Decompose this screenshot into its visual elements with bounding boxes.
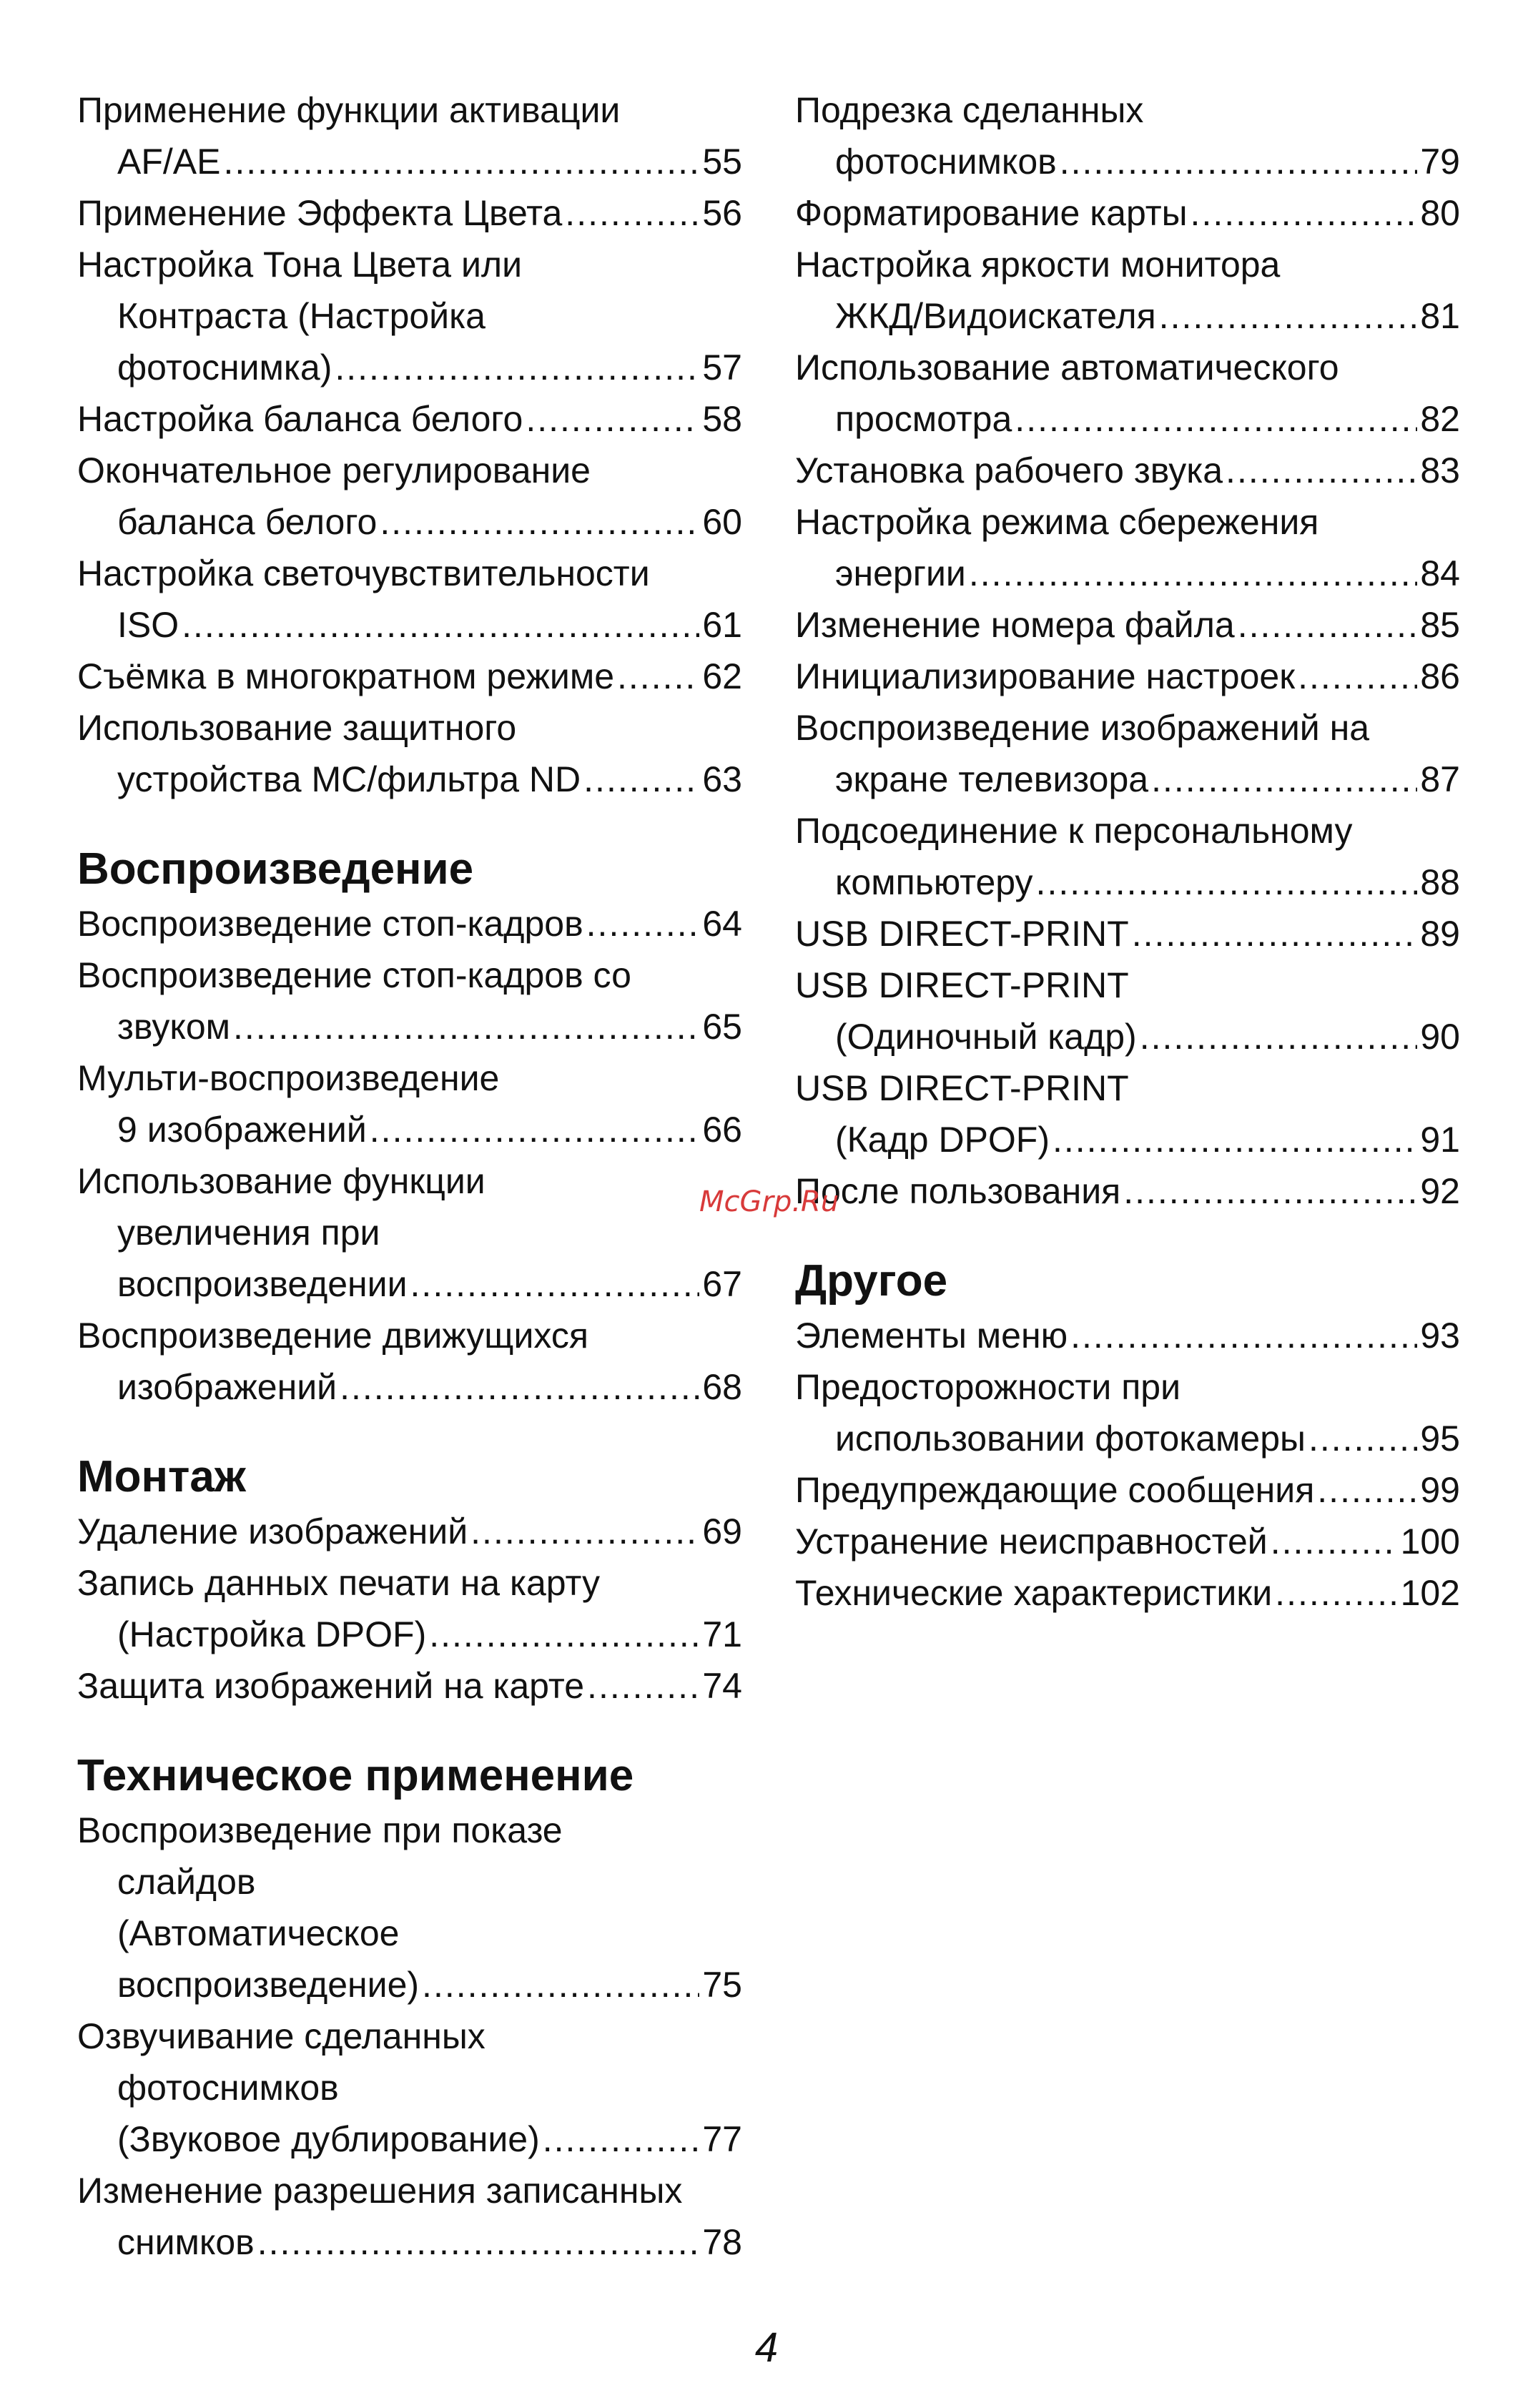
toc-entry-line bbox=[77, 754, 742, 805]
section-heading: Другое bbox=[795, 1256, 948, 1306]
toc-entry-line bbox=[795, 445, 1460, 496]
toc-entry-line bbox=[795, 1516, 1460, 1567]
dot-leader bbox=[410, 1258, 700, 1310]
toc-entry-text: Использование автоматического bbox=[795, 347, 1339, 388]
toc-page-number: 63 bbox=[702, 759, 742, 799]
toc-entry-line bbox=[77, 702, 742, 754]
dot-leader bbox=[257, 2216, 700, 2268]
toc-entry-line bbox=[77, 496, 742, 548]
toc-entry-line bbox=[795, 1464, 1460, 1516]
toc-right-column bbox=[795, 84, 1460, 1619]
toc-entry-line bbox=[77, 2010, 742, 2062]
toc-entry-text: AF/AE bbox=[117, 142, 221, 182]
toc-page-number: 69 bbox=[702, 1511, 742, 1551]
toc-entry-text: использовании фотокамеры bbox=[835, 1418, 1306, 1459]
toc-page-number: 88 bbox=[1420, 862, 1460, 902]
toc-entry-text: USB DIRECT-PRINT bbox=[795, 1068, 1129, 1108]
toc-entry-line bbox=[77, 2165, 742, 2216]
toc-entry-text: После пользования bbox=[795, 1171, 1121, 1211]
dot-leader bbox=[1015, 393, 1417, 445]
toc-entry bbox=[77, 1052, 742, 1155]
toc-entry-text: Настройка режима сбережения bbox=[795, 502, 1319, 542]
toc-page-number: 64 bbox=[702, 904, 742, 944]
toc-entry-line bbox=[795, 754, 1460, 805]
toc-entry bbox=[77, 2010, 742, 2165]
toc-page-number: 80 bbox=[1420, 193, 1460, 233]
toc-entry-text: Использование функции bbox=[77, 1161, 485, 1201]
toc-entry-text: ISO bbox=[117, 605, 179, 645]
toc-entry-text: экране телевизора bbox=[835, 759, 1149, 799]
dot-leader bbox=[422, 1959, 699, 2010]
toc-page-number: 79 bbox=[1420, 142, 1460, 182]
watermark: McGrp.Ru bbox=[699, 1185, 839, 1218]
dot-leader bbox=[1308, 1413, 1417, 1464]
toc-entry bbox=[77, 651, 742, 702]
toc-entry-text: Воспроизведение стоп-кадров со bbox=[77, 955, 631, 995]
toc-entry-line bbox=[77, 2062, 742, 2113]
toc-entry bbox=[795, 496, 1460, 599]
toc-entry-line bbox=[795, 342, 1460, 393]
toc-entry bbox=[77, 1155, 742, 1310]
toc-entry-text: снимков bbox=[117, 2222, 255, 2262]
toc-entry-line bbox=[77, 1258, 742, 1310]
toc-entry bbox=[77, 187, 742, 239]
toc-entry bbox=[795, 1464, 1460, 1516]
toc-page-number: 67 bbox=[702, 1264, 742, 1304]
toc-entry-text: Защита изображений на карте bbox=[77, 1666, 585, 1706]
toc-entry-line bbox=[77, 1856, 742, 1908]
toc-entry bbox=[77, 1310, 742, 1413]
dot-leader bbox=[1226, 445, 1417, 496]
toc-page-number: 60 bbox=[702, 502, 742, 542]
toc-entry bbox=[795, 805, 1460, 908]
toc-entry-line bbox=[77, 548, 742, 599]
toc-entry-line bbox=[77, 445, 742, 496]
toc-entry-line bbox=[77, 1557, 742, 1609]
toc-entry-line bbox=[795, 239, 1460, 290]
toc-entry bbox=[795, 187, 1460, 239]
section-heading: Техническое применение bbox=[77, 1751, 634, 1800]
toc-entry-text: Воспроизведение при показе bbox=[77, 1810, 563, 1850]
dot-leader bbox=[233, 1001, 699, 1052]
toc-entry bbox=[77, 84, 742, 187]
dot-leader bbox=[1151, 754, 1417, 805]
toc-entry-text: Контраста (Настройка bbox=[117, 296, 485, 336]
toc-entry bbox=[77, 548, 742, 651]
toc-entry-line bbox=[77, 1052, 742, 1104]
toc-entry-text: Съёмка в многократном режиме bbox=[77, 656, 615, 696]
dot-leader bbox=[380, 496, 699, 548]
toc-entry-line bbox=[77, 1805, 742, 1856]
toc-entry-text: Окончательное регулирование bbox=[77, 450, 591, 490]
toc-entry-line bbox=[795, 1310, 1460, 1361]
toc-entry-text: фотоснимка) bbox=[117, 347, 332, 388]
toc-entry-text: воспроизведении bbox=[117, 1264, 408, 1304]
toc-entry-text: Подсоединение к персональному bbox=[795, 811, 1353, 851]
toc-page-number: 102 bbox=[1400, 1573, 1460, 1613]
toc-page-number: 91 bbox=[1420, 1120, 1460, 1160]
toc-entry bbox=[795, 959, 1460, 1062]
toc-entry-line bbox=[77, 651, 742, 702]
toc-entry-line bbox=[77, 898, 742, 949]
toc-entry bbox=[77, 898, 742, 949]
toc-entry bbox=[795, 342, 1460, 445]
toc-entry-line bbox=[77, 1959, 742, 2010]
toc-entry-line bbox=[795, 548, 1460, 599]
toc-entry-line bbox=[77, 84, 742, 136]
toc-entry-line bbox=[77, 1609, 742, 1660]
dot-leader bbox=[370, 1104, 700, 1155]
page-number: 4 bbox=[754, 2324, 779, 2371]
toc-entry-line bbox=[77, 342, 742, 393]
toc-page-number: 74 bbox=[702, 1666, 742, 1706]
toc-entry bbox=[795, 445, 1460, 496]
toc-entry-line bbox=[77, 1506, 742, 1557]
dot-leader bbox=[586, 898, 700, 949]
toc-entry-text: баланса белого bbox=[117, 502, 378, 542]
toc-entry bbox=[795, 599, 1460, 651]
toc-entry-text: устройства MC/фильтра ND bbox=[117, 759, 581, 799]
toc-entry bbox=[77, 445, 742, 548]
toc-page-number: 61 bbox=[702, 605, 742, 645]
toc-entry-line bbox=[795, 959, 1460, 1011]
dot-leader bbox=[1159, 290, 1418, 342]
toc-entry-line bbox=[77, 1207, 742, 1258]
toc-entry-line bbox=[795, 393, 1460, 445]
toc-entry-line bbox=[795, 187, 1460, 239]
toc-entry bbox=[795, 1310, 1460, 1361]
toc-entry-text: Инициализирование настроек bbox=[795, 656, 1296, 696]
toc-left-column bbox=[77, 84, 742, 2268]
toc-entry-line bbox=[77, 239, 742, 290]
toc-entry-text: (Звуковое дублирование) bbox=[117, 2119, 540, 2159]
toc-entry-line bbox=[77, 599, 742, 651]
dot-leader bbox=[583, 754, 699, 805]
toc-entry bbox=[795, 239, 1460, 342]
toc-entry-text: Использование защитного bbox=[77, 708, 517, 748]
toc-entry-text: (Кадр DPOF) bbox=[835, 1120, 1050, 1160]
toc-entry-line bbox=[77, 393, 742, 445]
toc-entry bbox=[77, 393, 742, 445]
dot-leader bbox=[1317, 1464, 1417, 1516]
toc-entry-text: Озвучивание сделанных bbox=[77, 2016, 485, 2056]
toc-entry-text: Подрезка сделанных bbox=[795, 90, 1144, 130]
section-heading: Монтаж bbox=[77, 1452, 246, 1501]
toc-page-number: 65 bbox=[702, 1007, 742, 1047]
toc-entry-text: USB DIRECT-PRINT bbox=[795, 965, 1129, 1005]
toc-entry bbox=[77, 702, 742, 805]
toc-entry-line bbox=[795, 908, 1460, 959]
dot-leader bbox=[223, 136, 699, 187]
toc-entry-text: Воспроизведение изображений на bbox=[795, 708, 1370, 748]
toc-entry-line bbox=[795, 702, 1460, 754]
toc-entry-text: 9 изображений bbox=[117, 1110, 367, 1150]
toc-entry-line bbox=[795, 136, 1460, 187]
toc-page-number: 92 bbox=[1420, 1171, 1460, 1211]
toc-entry-text: увеличения при bbox=[117, 1213, 380, 1253]
toc-entry-line bbox=[77, 1361, 742, 1413]
toc-page-number: 56 bbox=[702, 193, 742, 233]
toc-entry bbox=[795, 1567, 1460, 1619]
toc-page-number: 83 bbox=[1420, 450, 1460, 490]
toc-entry-line bbox=[77, 1104, 742, 1155]
toc-entry-text: фотоснимков bbox=[117, 2068, 339, 2108]
dot-leader bbox=[1132, 908, 1418, 959]
toc-entry-text: Настройка баланса белого bbox=[77, 399, 523, 439]
toc-entry-line bbox=[795, 1062, 1460, 1114]
toc-entry-text: фотоснимков bbox=[835, 142, 1057, 182]
toc-page-number: 77 bbox=[702, 2119, 742, 2159]
toc-entry-text: энергии bbox=[835, 553, 966, 593]
toc-entry-line bbox=[77, 1908, 742, 1959]
toc-page-number: 68 bbox=[702, 1367, 742, 1407]
toc-entry-line bbox=[77, 1155, 742, 1207]
toc-entry-text: Форматирование карты bbox=[795, 193, 1188, 233]
toc-entry-text: (Автоматическое bbox=[117, 1913, 400, 1953]
toc-entry-line bbox=[795, 1567, 1460, 1619]
toc-entry-line bbox=[795, 805, 1460, 857]
dot-leader bbox=[1271, 1516, 1398, 1567]
toc-entry-text: компьютеру bbox=[835, 862, 1033, 902]
toc-entry-text: Настройка яркости монитора bbox=[795, 245, 1281, 285]
toc-page-number: 84 bbox=[1420, 553, 1460, 593]
toc-entry-line bbox=[795, 651, 1460, 702]
toc-entry-text: воспроизведение) bbox=[117, 1965, 420, 2005]
dot-leader bbox=[1191, 187, 1418, 239]
toc-entry bbox=[795, 1165, 1460, 1217]
toc-entry-text: Изменение номера файла bbox=[795, 605, 1235, 645]
toc-entry bbox=[795, 651, 1460, 702]
dot-leader bbox=[969, 548, 1418, 599]
toc-entry-text: Мульти-воспроизведение bbox=[77, 1058, 500, 1098]
dot-leader bbox=[617, 651, 699, 702]
toc-entry-text: USB DIRECT-PRINT bbox=[795, 914, 1129, 954]
toc-entry-text: слайдов bbox=[117, 1862, 256, 1902]
toc-entry-text: Технические характеристики bbox=[795, 1573, 1273, 1613]
dot-leader bbox=[182, 599, 699, 651]
dot-leader bbox=[1238, 599, 1418, 651]
toc-entry-line bbox=[77, 1001, 742, 1052]
toc-entry-line bbox=[795, 1011, 1460, 1062]
toc-entry bbox=[77, 2165, 742, 2268]
toc-entry-line bbox=[77, 136, 742, 187]
section-heading: Воспроизведение bbox=[77, 844, 474, 894]
toc-entry-text: Изменение разрешения записанных bbox=[77, 2171, 683, 2211]
dot-leader bbox=[470, 1506, 699, 1557]
dot-leader bbox=[526, 393, 699, 445]
toc-page-number: 87 bbox=[1420, 759, 1460, 799]
toc-entry bbox=[795, 702, 1460, 805]
toc-page-number: 89 bbox=[1420, 914, 1460, 954]
toc-entry bbox=[77, 1805, 742, 2010]
toc-entry-line bbox=[77, 187, 742, 239]
toc-page-number: 93 bbox=[1420, 1316, 1460, 1356]
toc-page-number: 82 bbox=[1420, 399, 1460, 439]
toc-entry-text: Предосторожности при bbox=[795, 1367, 1181, 1407]
toc-entry bbox=[77, 1557, 742, 1660]
toc-entry-text: Настройка Тона Цвета или bbox=[77, 245, 522, 285]
toc-entry-text: Применение Эффекта Цвета bbox=[77, 193, 563, 233]
dot-leader bbox=[1140, 1011, 1418, 1062]
toc-entry-text: Воспроизведение стоп-кадров bbox=[77, 904, 583, 944]
toc-entry-text: Применение функции активации bbox=[77, 90, 621, 130]
toc-page-number: 55 bbox=[702, 142, 742, 182]
toc-entry-text: изображений bbox=[117, 1367, 337, 1407]
dot-leader bbox=[429, 1609, 699, 1660]
toc-entry bbox=[77, 949, 742, 1052]
toc-page-number: 78 bbox=[702, 2222, 742, 2262]
toc-entry-line bbox=[795, 290, 1460, 342]
toc-entry-line bbox=[77, 949, 742, 1001]
toc-entry bbox=[77, 239, 742, 393]
toc-entry-line bbox=[77, 2113, 742, 2165]
toc-entry-text: Предупреждающие сообщения bbox=[795, 1470, 1315, 1510]
toc-entry bbox=[795, 1516, 1460, 1567]
dot-leader bbox=[1123, 1165, 1417, 1217]
toc-entry bbox=[795, 1062, 1460, 1165]
toc-page-number: 62 bbox=[702, 656, 742, 696]
toc-entry-text: просмотра bbox=[835, 399, 1012, 439]
toc-entry-line bbox=[795, 1114, 1460, 1165]
dot-leader bbox=[1060, 136, 1418, 187]
toc-entry bbox=[77, 1660, 742, 1712]
toc-entry-text: Запись данных печати на карту bbox=[77, 1563, 600, 1603]
toc-entry bbox=[795, 908, 1460, 959]
dot-leader bbox=[1275, 1567, 1397, 1619]
toc-entry-text: Удаление изображений bbox=[77, 1511, 468, 1551]
toc-entry-line bbox=[795, 1361, 1460, 1413]
toc-entry-line bbox=[795, 496, 1460, 548]
toc-page-number: 90 bbox=[1420, 1017, 1460, 1057]
toc-entry bbox=[795, 84, 1460, 187]
toc-entry-line bbox=[77, 1310, 742, 1361]
toc-entry-line bbox=[795, 857, 1460, 908]
dot-leader bbox=[565, 187, 699, 239]
dot-leader bbox=[1053, 1114, 1417, 1165]
dot-leader bbox=[340, 1361, 699, 1413]
toc-entry-text: (Одиночный кадр) bbox=[835, 1017, 1137, 1057]
toc-page-number: 71 bbox=[702, 1614, 742, 1654]
toc-entry-text: Настройка светочувствительности bbox=[77, 553, 650, 593]
toc-entry-line bbox=[795, 1165, 1460, 1217]
toc-page-number: 81 bbox=[1420, 296, 1460, 336]
toc-entry-text: Установка рабочего звука bbox=[795, 450, 1223, 490]
toc-page-number: 66 bbox=[702, 1110, 742, 1150]
toc-entry bbox=[77, 1506, 742, 1557]
toc-entry-text: звуком bbox=[117, 1007, 231, 1047]
toc-entry-text: Элементы меню bbox=[795, 1316, 1068, 1356]
dot-leader bbox=[543, 2113, 700, 2165]
toc-entry-line bbox=[795, 84, 1460, 136]
toc-entry-text: (Настройка DPOF) bbox=[117, 1614, 427, 1654]
toc-page-number: 57 bbox=[702, 347, 742, 388]
toc-page-number: 95 bbox=[1420, 1418, 1460, 1459]
dot-leader bbox=[335, 342, 699, 393]
toc-page-number: 75 bbox=[702, 1965, 742, 2005]
toc-page-number: 58 bbox=[702, 399, 742, 439]
toc-entry-line bbox=[77, 2216, 742, 2268]
toc-page-number: 86 bbox=[1420, 656, 1460, 696]
toc-entry bbox=[795, 1361, 1460, 1464]
toc-entry-text: Воспроизведение движущихся bbox=[77, 1316, 588, 1356]
dot-leader bbox=[1036, 857, 1418, 908]
toc-entry-line bbox=[795, 1413, 1460, 1464]
dot-leader bbox=[1298, 651, 1417, 702]
toc-entry-line bbox=[795, 599, 1460, 651]
toc-entry-text: ЖКД/Видоискателя bbox=[835, 296, 1156, 336]
toc-page-number: 85 bbox=[1420, 605, 1460, 645]
dot-leader bbox=[1070, 1310, 1417, 1361]
toc-entry-text: Устранение неисправностей bbox=[795, 1521, 1268, 1561]
dot-leader bbox=[587, 1660, 699, 1712]
toc-page-number: 100 bbox=[1400, 1521, 1460, 1561]
toc-entry-line bbox=[77, 1660, 742, 1712]
toc-page-number: 99 bbox=[1420, 1470, 1460, 1510]
toc-entry-line bbox=[77, 290, 742, 342]
